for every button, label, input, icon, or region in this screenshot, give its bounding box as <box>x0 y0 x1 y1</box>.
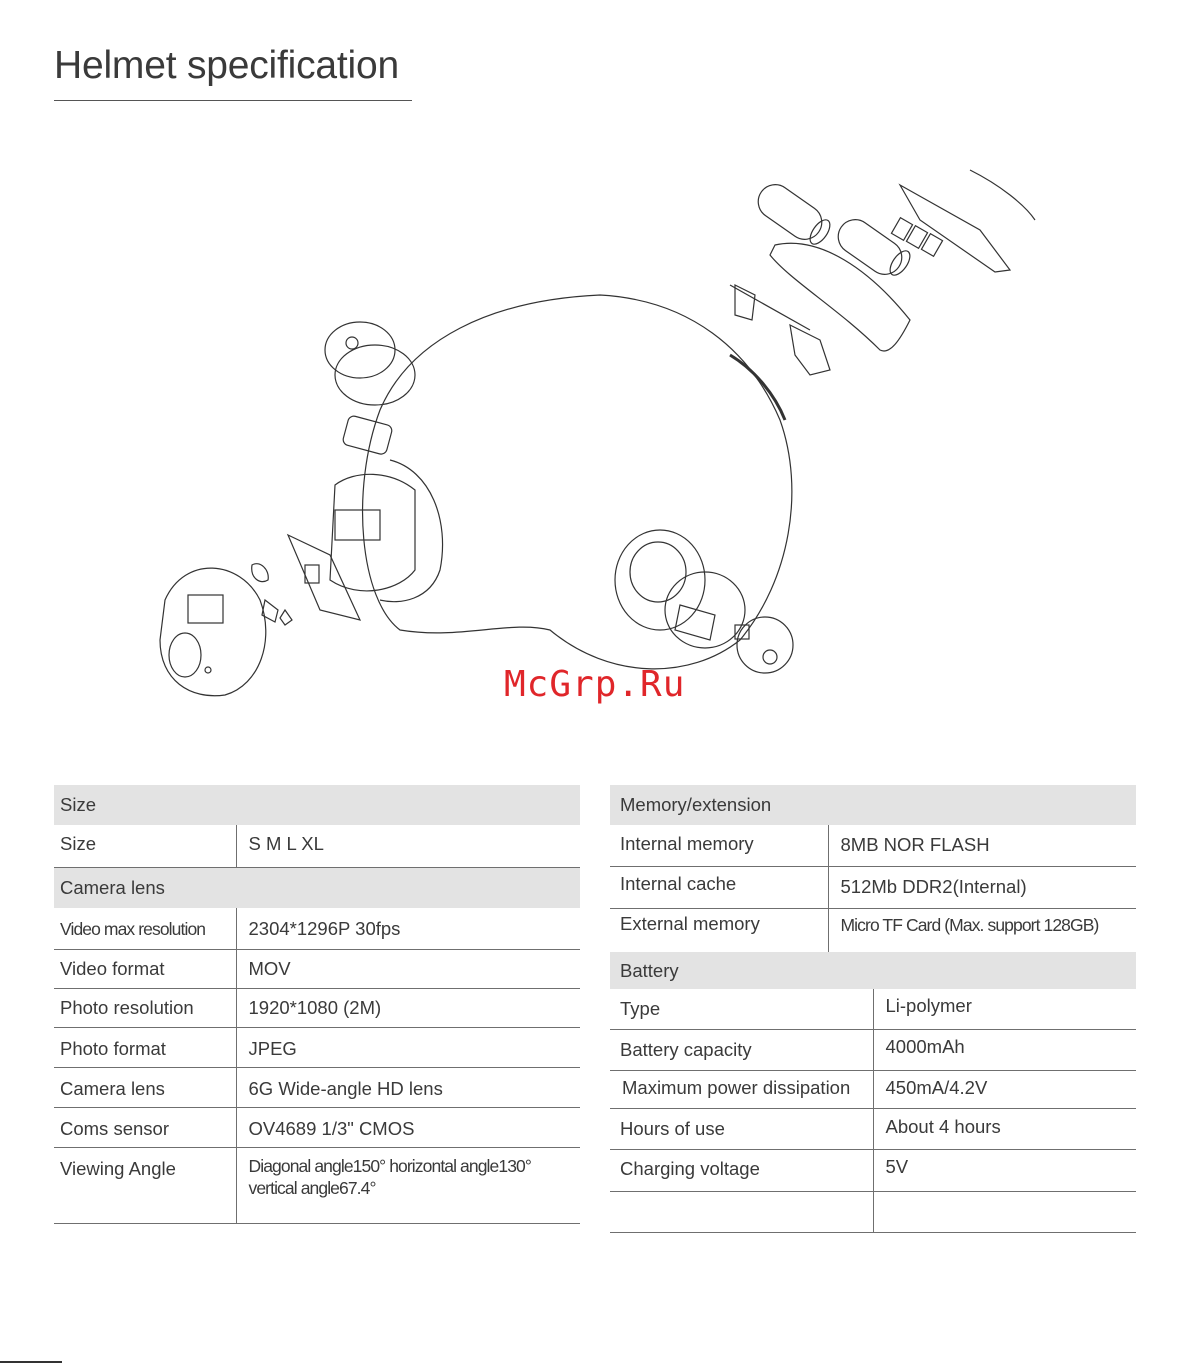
section-title: Memory/extension <box>610 785 1136 825</box>
spec-value: 1920*1080 (2M) <box>236 989 580 1028</box>
table-row <box>610 866 1136 908</box>
spec-label: Photo format <box>54 1028 236 1068</box>
spec-value: 2304*1296P 30fps <box>236 908 580 950</box>
table-row <box>610 1029 1136 1070</box>
section-title: Camera lens <box>54 867 580 908</box>
circuit-board <box>288 535 360 620</box>
page-title: Helmet specification <box>54 44 399 87</box>
watermark: McGrp.Ru <box>504 664 686 705</box>
spec-label: External memory <box>610 908 828 952</box>
camera-housing <box>160 568 266 696</box>
battery-cells <box>752 178 914 281</box>
spec-label: Type <box>610 989 873 1029</box>
spec-label: Photo resolution <box>54 989 236 1028</box>
small-brackets <box>730 285 830 375</box>
spec-value: 512Mb DDR2(Internal) <box>828 866 1136 908</box>
spec-label: Maximum power dissipation <box>610 1070 873 1108</box>
spec-value-empty <box>873 1191 1136 1232</box>
viewing-angle-line: vertical angle67.4° <box>248 1178 376 1198</box>
section-battery <box>610 952 1136 989</box>
section-title: Battery <box>610 952 1136 989</box>
spec-label-empty <box>610 1191 873 1232</box>
table-row <box>54 1068 580 1108</box>
spec-value: 6G Wide-angle HD lens <box>236 1068 580 1108</box>
spec-value: Li-polymer <box>873 989 1136 1029</box>
spec-value: 450mA/4.2V <box>873 1070 1136 1108</box>
ear-control-unit <box>330 460 443 602</box>
table-row <box>610 1070 1136 1108</box>
connector-blocks <box>891 218 942 257</box>
footer-mark <box>0 1361 62 1363</box>
spec-label: Coms sensor <box>54 1108 236 1148</box>
battery-tray <box>770 243 910 351</box>
section-camera-lens <box>54 867 580 908</box>
spec-value <box>236 1148 580 1224</box>
table-row <box>54 825 580 867</box>
spec-label: Viewing Angle <box>54 1148 236 1224</box>
spec-value: JPEG <box>236 1028 580 1068</box>
table-row <box>610 989 1136 1029</box>
spec-label: Internal cache <box>610 866 828 908</box>
cover-plate <box>900 185 1010 272</box>
table-row <box>54 1108 580 1148</box>
section-memory <box>610 785 1136 825</box>
spec-value: 4000mAh <box>873 1029 1136 1070</box>
title-underline <box>54 100 412 101</box>
spec-table-battery <box>610 952 1136 1233</box>
mic-block <box>342 415 393 456</box>
spec-label: Battery capacity <box>610 1029 873 1070</box>
cover-lens <box>970 170 1035 220</box>
spec-label: Video format <box>54 950 236 989</box>
spec-label: Size <box>54 825 236 867</box>
table-row <box>54 989 580 1028</box>
spec-value: OV4689 1/3" CMOS <box>236 1108 580 1148</box>
spec-label: Charging voltage <box>610 1149 873 1191</box>
speaker-module-left <box>325 322 415 405</box>
table-row-empty <box>610 1191 1136 1232</box>
viewing-angle-line: Diagonal angle150° horizontal angle130° <box>248 1156 531 1176</box>
table-row <box>54 1028 580 1068</box>
section-title: Size <box>54 785 580 825</box>
helmet-exploded-diagram <box>130 160 1050 720</box>
spec-label: Internal memory <box>610 825 828 866</box>
table-row <box>54 908 580 950</box>
helmet-shell <box>363 295 792 669</box>
spec-label: Camera lens <box>54 1068 236 1108</box>
table-row <box>610 825 1136 866</box>
table-row <box>610 1149 1136 1191</box>
spec-value: Micro TF Card (Max. support 128GB) <box>840 914 1099 935</box>
spec-table-left <box>54 785 580 1224</box>
table-row <box>54 1148 580 1224</box>
table-row <box>610 1108 1136 1149</box>
spec-value: 5V <box>873 1149 1136 1191</box>
speaker-module-right <box>615 530 793 673</box>
spec-label: Video max resolution <box>54 908 236 950</box>
section-size <box>54 785 580 825</box>
table-row <box>610 908 1136 952</box>
visor-strip <box>730 355 785 420</box>
small-clips <box>252 564 292 625</box>
spec-value: About 4 hours <box>873 1108 1136 1149</box>
spec-value: MOV <box>236 950 580 989</box>
table-row <box>54 950 580 989</box>
spec-table-right <box>610 785 1136 952</box>
spec-value: S M L XL <box>236 825 580 867</box>
spec-label: Hours of use <box>610 1108 873 1149</box>
spec-value: 8MB NOR FLASH <box>828 825 1136 866</box>
